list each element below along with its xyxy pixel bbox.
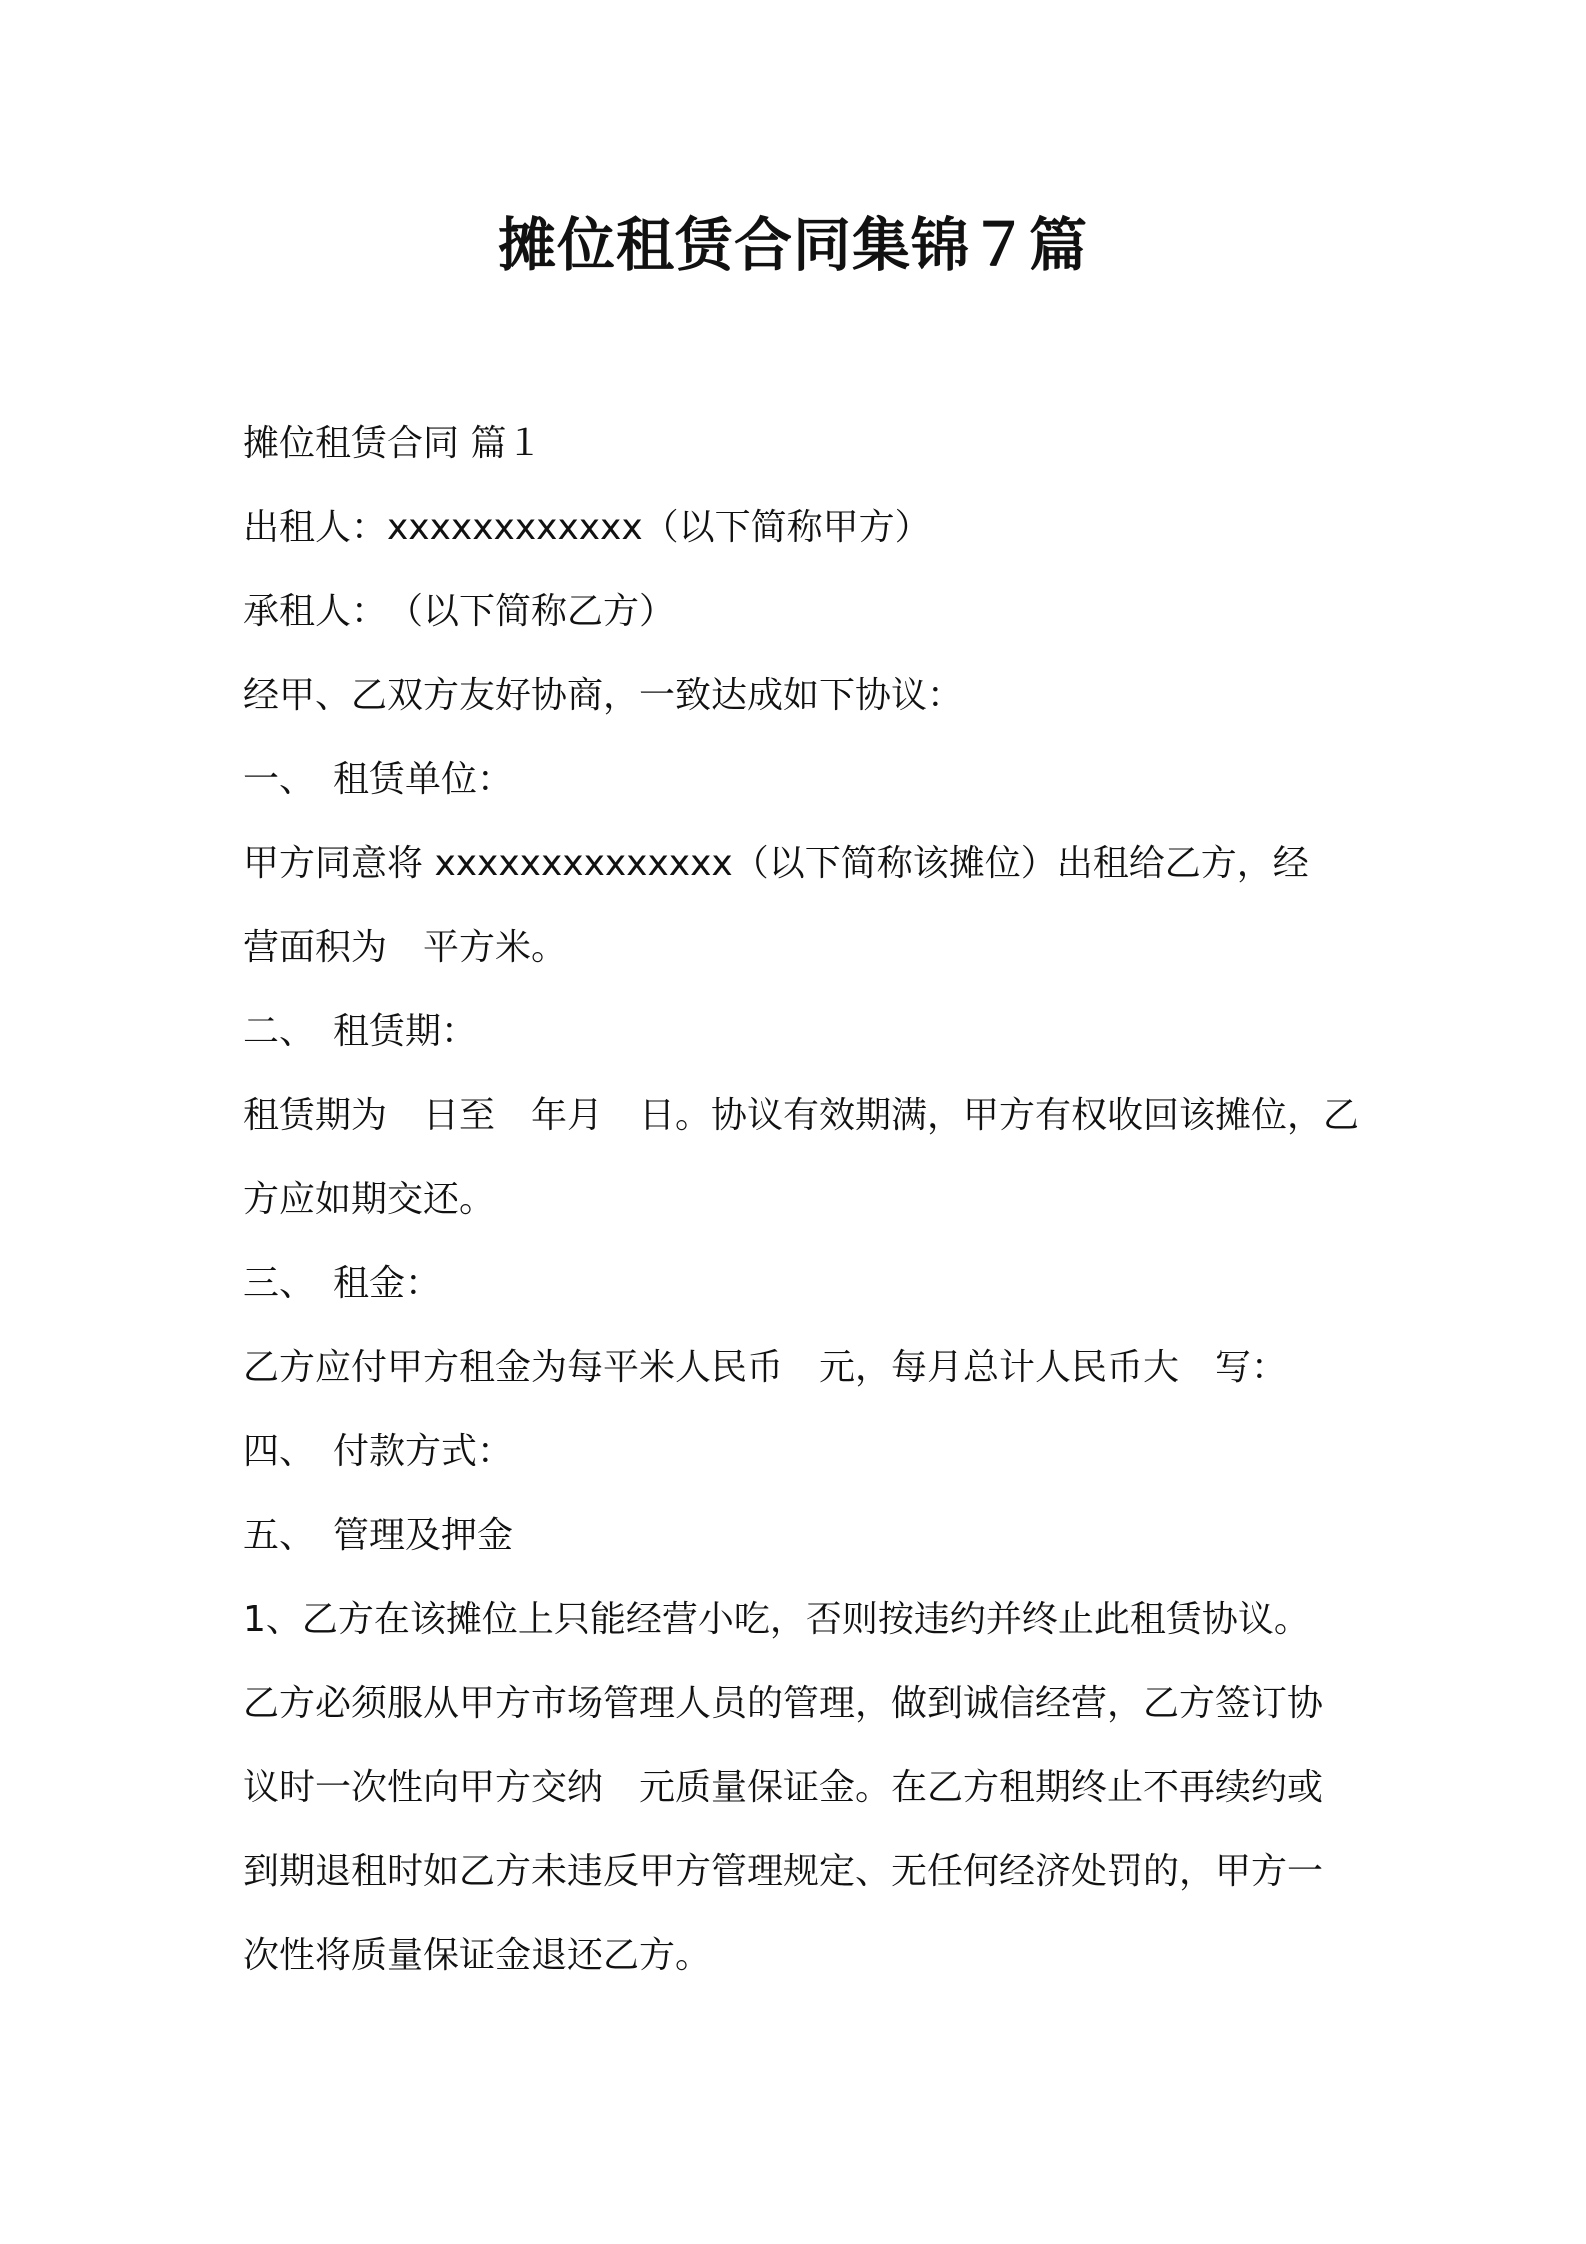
paragraph-line: 1、乙方在该摊位上只能经营小吃，否则按违约并终止此租赁协议。	[243, 1599, 1310, 1640]
paragraph-line: 次性将质量保证金退还乙方。	[243, 1935, 712, 1976]
clause-heading-4: 四、 付款方式：	[243, 1431, 514, 1472]
agreement-intro: 经甲、乙双方友好协商，一致达成如下协议：	[243, 675, 964, 716]
clause-heading-1: 一、 租赁单位：	[243, 759, 514, 800]
paragraph-line: 租赁期为 日至 年月 日。协议有效期满，甲方有权收回该摊位，乙	[243, 1095, 1360, 1136]
paragraph-line: 营面积为 平方米。	[243, 927, 568, 968]
paragraph-line: 议时一次性向甲方交纳 元质量保证金。在乙方租期终止不再续约或	[243, 1767, 1324, 1808]
clause-heading-2: 二、 租赁期：	[243, 1011, 478, 1052]
paragraph-line: 乙方应付甲方租金为每平米人民币 元，每月总计人民币大 写：	[243, 1347, 1288, 1388]
document-title: 摊位租赁合同集锦７篇	[497, 211, 1088, 279]
paragraph-line: 到期退租时如乙方未违反甲方管理规定、无任何经济处罚的，甲方一	[243, 1851, 1324, 1892]
clause-heading-5: 五、 管理及押金	[243, 1515, 514, 1556]
document-body	[243, 402, 1363, 1998]
paragraph-line: 乙方必须服从甲方市场管理人员的管理，做到诚信经营，乙方签订协	[243, 1683, 1324, 1724]
lessee-line: 承租人： （以下简称乙方）	[243, 591, 676, 632]
clause-heading-3: 三、 租金：	[243, 1263, 442, 1304]
paragraph-line: 甲方同意将 xxxxxxxxxxxxxx（以下简称该摊位）出租给乙方，经	[243, 843, 1309, 884]
paragraph-line: 方应如期交还。	[243, 1179, 496, 1220]
lessor-line: 出租人：xxxxxxxxxxxx（以下简称甲方）	[243, 507, 931, 548]
section-heading: 摊位租赁合同 篇１	[243, 423, 543, 464]
